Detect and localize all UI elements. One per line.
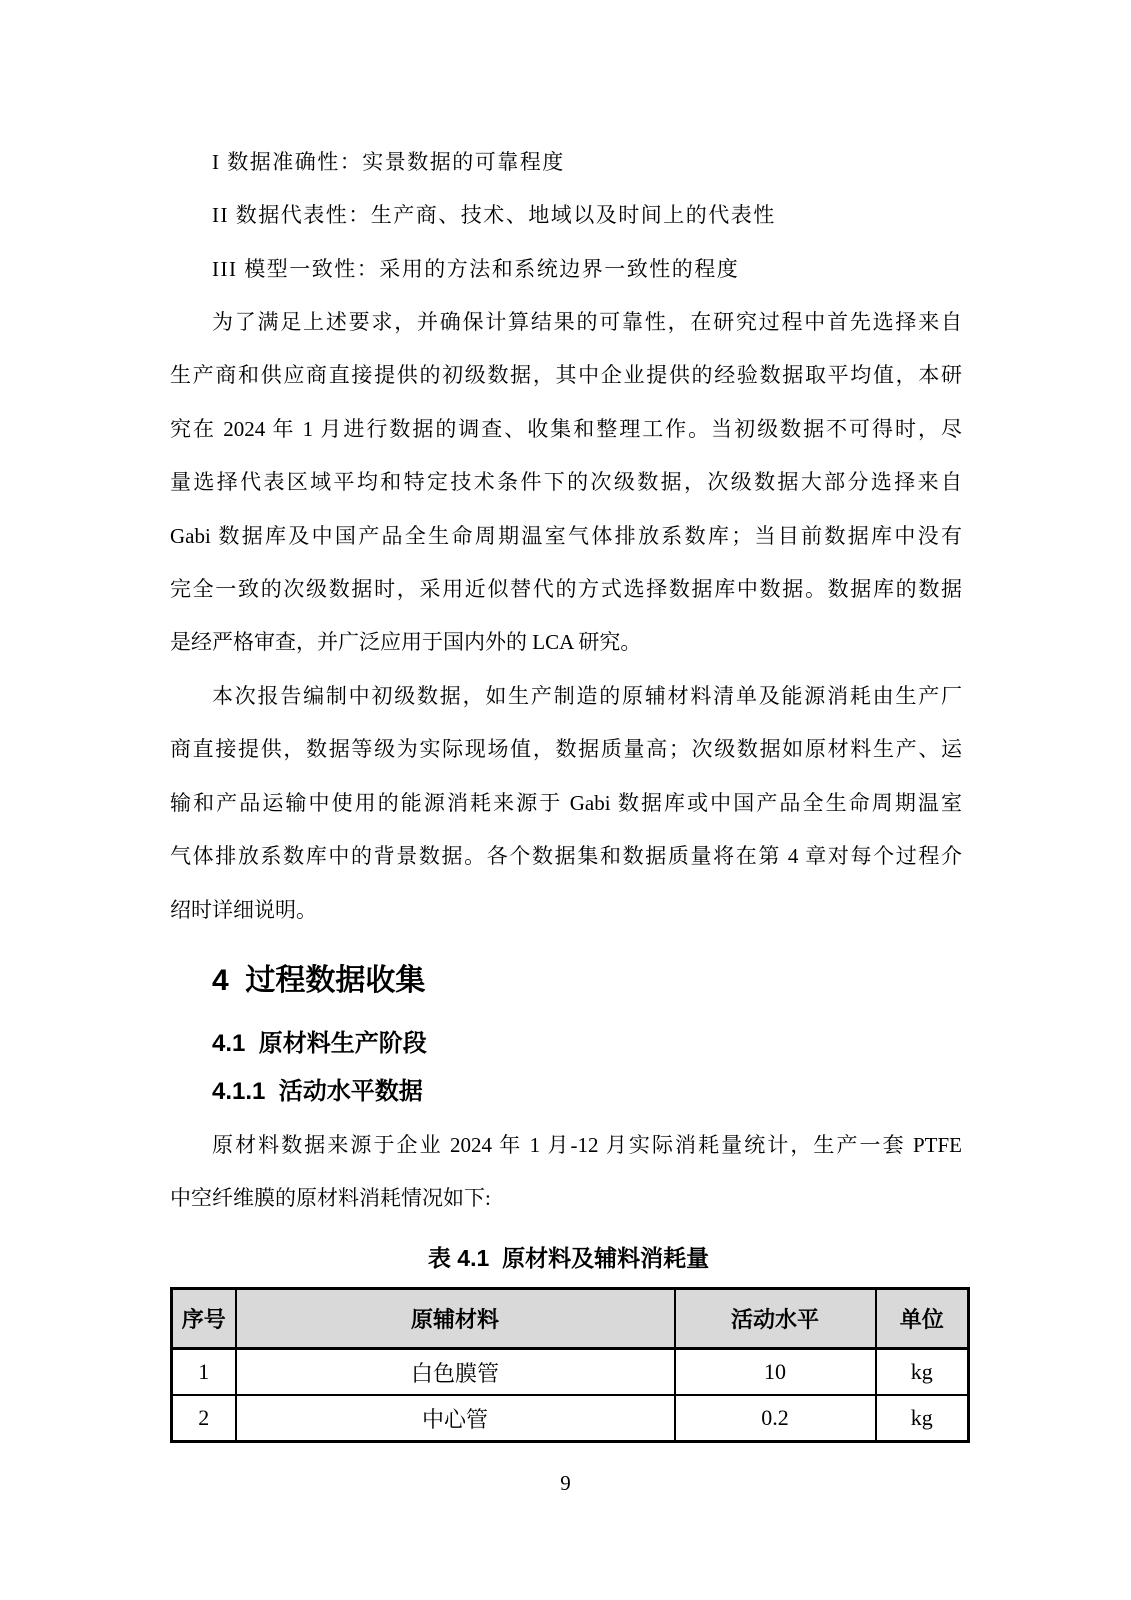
header-cell-unit: 单位 [876,1289,969,1349]
quality-criterion-representativeness: II 数据代表性：生产商、技术、地域以及时间上的代表性 [212,203,776,228]
cell-unit: kg [876,1349,969,1396]
section-heading-4: 4 过程数据收集 [212,964,426,997]
quality-criterion-consistency: III 模型一致性：采用的方法和系统边界一致性的程度 [212,256,740,281]
paragraph-line: Gabi 数据库及中国产品全生命周期温室气体排放系数库；当目前数据库中没有 [170,523,962,548]
raw-material-consumption-table [170,1287,970,1443]
cell-serial: 1 [172,1349,236,1396]
paragraph-line: 本次报告编制中初级数据，如生产制造的原辅材料清单及能源消耗由生产厂 [212,684,962,708]
paragraph-raw-material-source [170,1119,962,1226]
paragraph-line: 究在 2024 年 1 月进行数据的调查、收集和整理工作。当初级数据不可得时，尽 [170,416,962,441]
table-row [172,1349,969,1396]
header-cell-serial: 序号 [172,1289,236,1349]
page-number: 9 [560,1471,571,1495]
section-heading-4-1-1: 4.1.1 活动水平数据 [212,1078,423,1105]
paragraph-line: 商直接提供，数据等级为实际现场值，数据质量高；次级数据如原材料生产、运 [170,737,962,762]
paragraph-primary-secondary-data [170,670,962,937]
paragraph-line: 为了满足上述要求，并确保计算结果的可靠性，在研究过程中首先选择来自 [212,310,962,334]
paragraph-line: 输和产品运输中使用的能源消耗来源于 Gabi 数据库或中国产品全生命周期温室 [170,790,962,815]
cell-serial: 2 [172,1395,236,1442]
paragraph-line: 是经严格审查，并广泛应用于国内外的 LCA 研究。 [170,630,642,655]
paragraph-line: 原材料数据来源于企业 2024 年 1 月-12 月实际消耗量统计，生产一套 PTFE [212,1133,962,1157]
table-caption: 表 4.1 原材料及辅料消耗量 [427,1245,710,1271]
paragraph-data-selection [170,296,962,670]
cell-activity-level: 0.2 [675,1395,876,1442]
cell-material: 中心管 [236,1395,675,1442]
paragraph-line: 量选择代表区域平均和特定技术条件下的次级数据，次级数据大部分选择来自 [170,470,962,495]
quality-criterion-accuracy: I 数据准确性：实景数据的可靠程度 [212,150,565,174]
cell-material: 白色膜管 [236,1349,675,1396]
paragraph-line: 气体排放系数库中的背景数据。各个数据集和数据质量将在第 4 章对每个过程介 [170,844,962,869]
paragraph-line: 中空纤维膜的原材料消耗情况如下: [170,1186,491,1211]
table-header-row [172,1289,969,1349]
cell-unit: kg [876,1395,969,1442]
header-cell-activity-level: 活动水平 [675,1289,876,1349]
quality-criteria-list [170,136,962,296]
paragraph-line: 生产商和供应商直接提供的初级数据，其中企业提供的经验数据取平均值，本研 [170,363,962,388]
header-cell-material: 原辅材料 [236,1289,675,1349]
cell-activity-level: 10 [675,1349,876,1396]
section-heading-4-1: 4.1 原材料生产阶段 [212,1030,427,1057]
table-row [172,1395,969,1442]
paragraph-line: 绍时详细说明。 [170,897,317,922]
paragraph-line: 完全一致的次级数据时，采用近似替代的方式选择数据库中数据。数据库的数据 [170,576,962,601]
